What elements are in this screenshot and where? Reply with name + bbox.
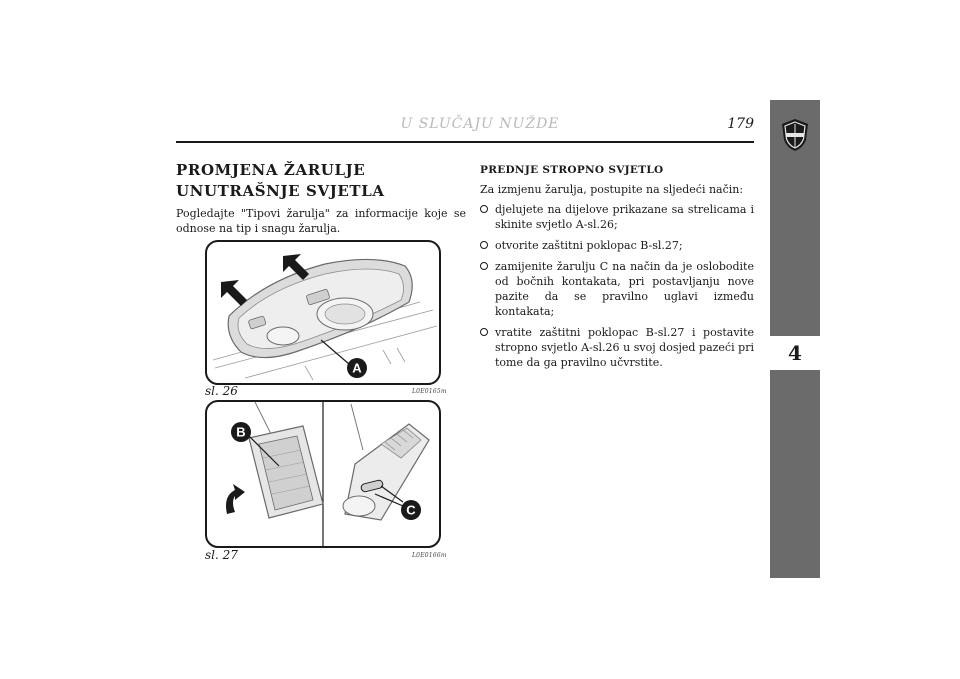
procedure-step: otvorite zaštitni poklopac B-sl.27;	[480, 238, 754, 253]
procedure-step: zamijenite žarulju C na način da je oslobodite od bočnih kontakata, pri postavljanju nove pazite da se pravilno uglavi između kontakata;	[480, 259, 754, 319]
header-rule	[176, 141, 754, 143]
bullet-icon	[480, 205, 488, 213]
brand-emblem-icon	[779, 118, 811, 152]
section-heading: PROMJENA ŽARULJE UNUTRAŠNJE SVJETLA	[176, 161, 385, 200]
procedure-step: vratite zaštitni poklopac B-sl.27 i postavite stropno svjetlo A-sl.26 u svoj dosjed pazeći pri tome da ga pravilno učvrstite.	[480, 325, 754, 370]
running-title: U SLUČAJU NUŽDE	[400, 116, 560, 132]
bullet-icon	[480, 262, 488, 270]
figure-26-code: L0E0165m	[412, 388, 447, 395]
figure-27-code: L0E0166m	[412, 552, 447, 559]
chapter-tab[interactable]: 4	[770, 336, 820, 370]
figure-27-illustration	[205, 400, 441, 548]
figure-27	[205, 400, 441, 548]
callout-b: B	[236, 424, 246, 440]
procedure-intro: Za izmjenu žarulja, postupite na sljedeći način:	[480, 183, 744, 196]
callout-c: C	[406, 502, 416, 518]
figure-26	[205, 240, 441, 385]
procedure-steps	[480, 202, 754, 370]
page-number: 179	[727, 116, 754, 132]
figure-26-illustration	[205, 240, 441, 385]
figure-26-label: sl. 26	[205, 384, 238, 398]
callout-a: A	[352, 360, 362, 376]
section-intro: Pogledajte "Tipovi žarulja" za informacije koje se odnose na tip i snagu žarulja.	[176, 207, 466, 235]
bullet-icon	[480, 241, 488, 249]
procedure-step: djelujete na dijelove prikazane sa strelicama i skinite svjetlo A-sl.26;	[480, 202, 754, 232]
front-light-heading: PREDNJE STROPNO SVJETLO	[480, 164, 664, 176]
figure-27-label: sl. 27	[205, 548, 238, 562]
bullet-icon	[480, 328, 488, 336]
right-column	[480, 164, 754, 376]
